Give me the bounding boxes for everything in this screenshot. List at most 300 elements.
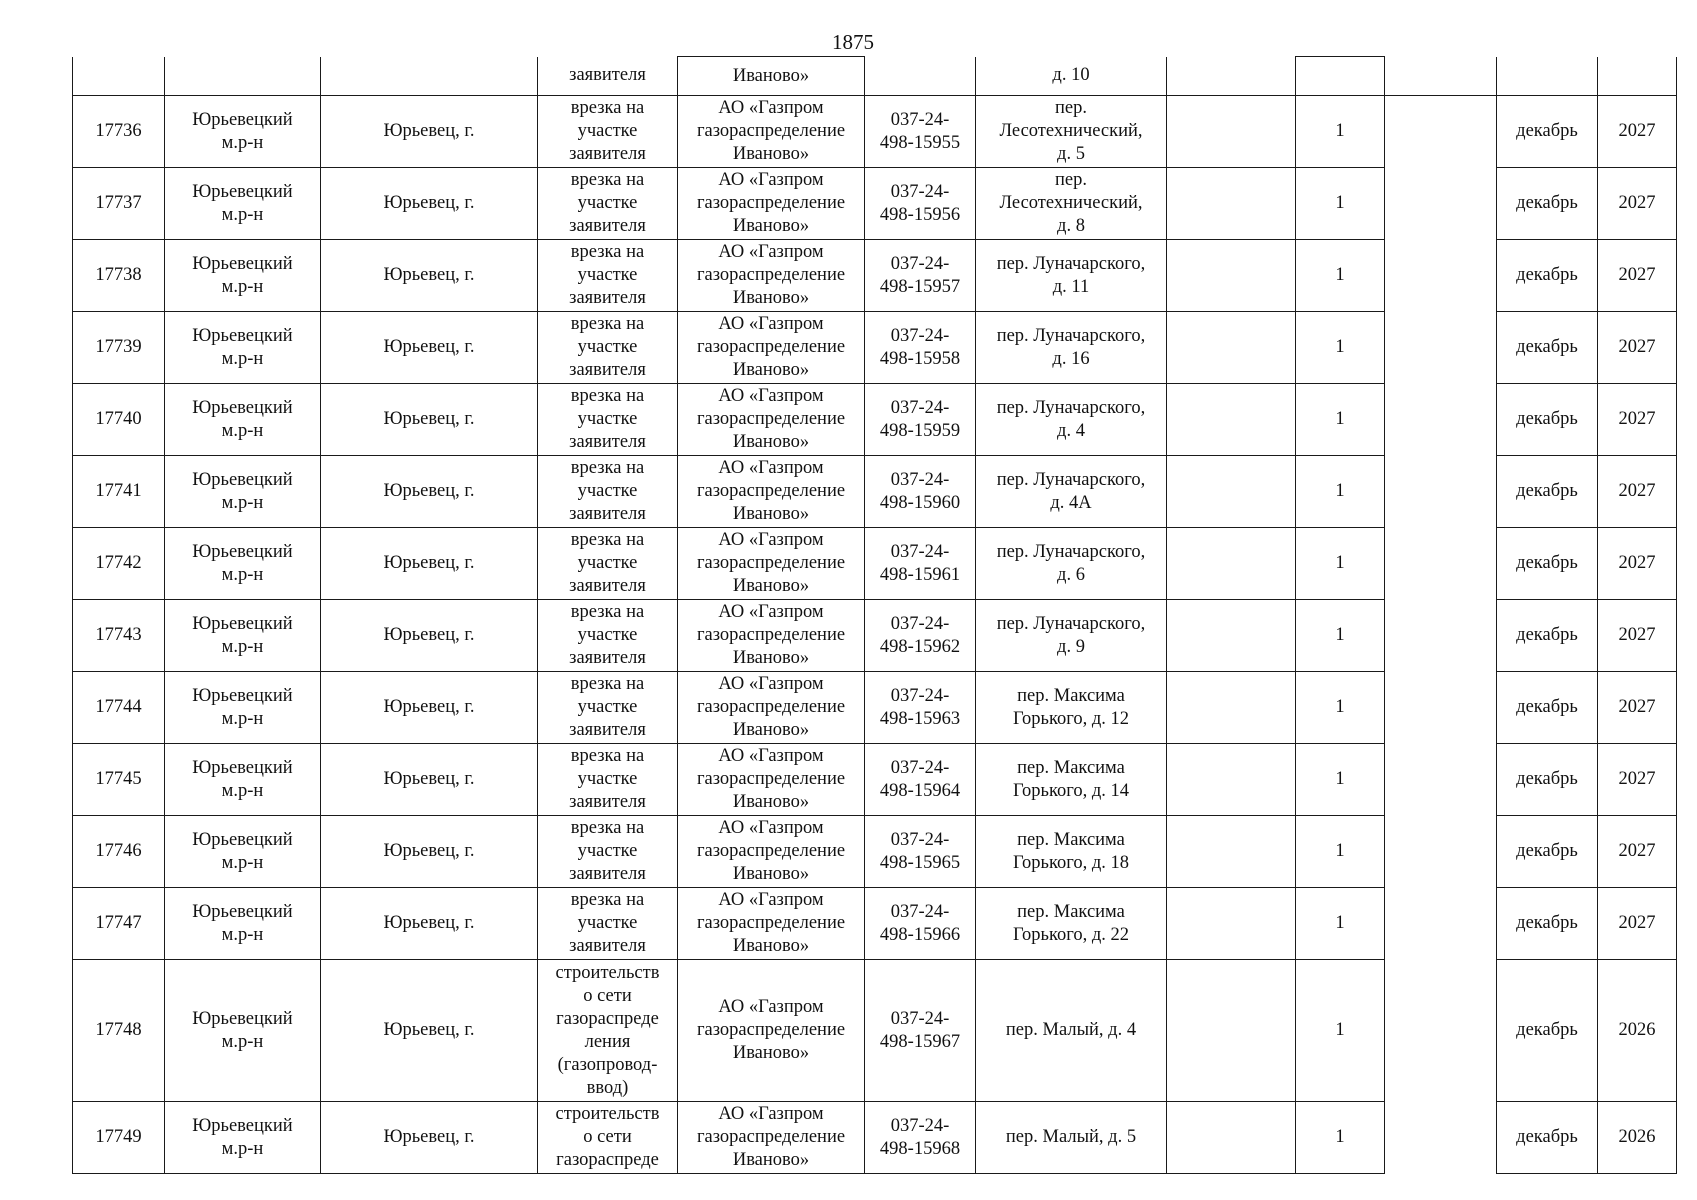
- cell-address: [976, 816, 1167, 888]
- table-row: [73, 240, 1677, 312]
- table-row: [73, 384, 1677, 456]
- cell-extra: [1167, 672, 1296, 744]
- cell-number: 17738: [73, 240, 165, 312]
- cell-extra: [1167, 960, 1296, 1102]
- cell-line: АО «Газпром: [718, 242, 824, 262]
- cell-extra-2: [1385, 672, 1497, 744]
- cell-address: [976, 1102, 1167, 1174]
- cell-line: пер. Луначарского,: [996, 253, 1146, 274]
- cell-work-type: [538, 816, 678, 888]
- cell-work-type: [538, 240, 678, 312]
- cell-line: участке: [577, 769, 638, 789]
- cell-line: врезка на: [570, 602, 645, 622]
- cell-line: м.р-н: [221, 132, 264, 153]
- cell-line: м.р-н: [221, 420, 264, 441]
- cell-line: врезка на: [570, 890, 645, 910]
- cell-line: Иваново»: [732, 1043, 810, 1063]
- cell-city: Юрьевец, г.: [321, 312, 538, 384]
- cell-line: 498-15956: [879, 204, 961, 225]
- cell-month: декабрь: [1497, 600, 1598, 672]
- cell-work-type: [538, 96, 678, 168]
- cell-line: м.р-н: [221, 1031, 264, 1052]
- cell-line: АО «Газпром: [718, 997, 824, 1017]
- cell-number: 17740: [73, 384, 165, 456]
- cell-line: Горького, д. 18: [1012, 852, 1130, 873]
- cell-year: 2027: [1598, 816, 1677, 888]
- cell-line: Иваново»: [732, 144, 810, 164]
- cell-line: Иваново»: [732, 1150, 810, 1170]
- cell-line: 037-24-: [890, 397, 950, 418]
- cell-line: газораспределение: [696, 193, 846, 213]
- cell-line: заявителя: [569, 720, 646, 740]
- cell-line: участке: [577, 337, 638, 357]
- table-row: [73, 672, 1677, 744]
- cell-line: строительств: [555, 962, 660, 983]
- cell-line: 498-15958: [879, 348, 961, 369]
- cell-district: [165, 960, 321, 1102]
- cell-district: [165, 57, 321, 96]
- cell-line: заявителя: [569, 864, 646, 884]
- cell-organization: [678, 600, 865, 672]
- cell-year: 2027: [1598, 240, 1677, 312]
- cell-quantity: 1: [1296, 672, 1385, 744]
- cell-line: АО «Газпром: [718, 890, 824, 910]
- cell-district: [165, 240, 321, 312]
- cell-address: [976, 168, 1167, 240]
- cell-month: декабрь: [1497, 888, 1598, 960]
- cell-organization: [678, 1102, 865, 1174]
- cell-year: 2026: [1598, 960, 1677, 1102]
- cell-work-type: [538, 744, 678, 816]
- cell-line: Юрьевецкий: [192, 757, 293, 778]
- cell-line: Иваново»: [732, 648, 810, 668]
- cell-line: м.р-н: [221, 348, 264, 369]
- cell-line: Юрьевецкий: [192, 109, 293, 130]
- cell-line: м.р-н: [221, 708, 264, 729]
- cell-line: 498-15959: [879, 420, 961, 441]
- cell-line: 498-15964: [879, 780, 961, 801]
- cell-line: врезка на: [570, 818, 645, 838]
- cell-city: Юрьевец, г.: [321, 816, 538, 888]
- cell-year: 2027: [1598, 888, 1677, 960]
- cell-city: Юрьевец, г.: [321, 96, 538, 168]
- cell-city: Юрьевец, г.: [321, 888, 538, 960]
- cell-line: Иваново»: [732, 576, 810, 596]
- cell-work-type: [538, 384, 678, 456]
- cell-line: 498-15968: [879, 1138, 961, 1159]
- cell-address: [976, 960, 1167, 1102]
- cell-line: пер.: [1055, 98, 1087, 118]
- cell-line: пер.: [1055, 170, 1087, 190]
- cell-line: АО «Газпром: [718, 818, 824, 838]
- cell-line: заявителя: [569, 216, 646, 236]
- cell-line: участке: [577, 553, 638, 573]
- table-row: [73, 96, 1677, 168]
- cell-line: АО «Газпром: [718, 314, 824, 334]
- cell-extra-2: [1385, 1102, 1497, 1174]
- cell-line: 037-24-: [890, 469, 950, 490]
- cell-address: [976, 672, 1167, 744]
- cell-address: [976, 312, 1167, 384]
- cell-line: Иваново»: [732, 936, 810, 956]
- cell-number: 17739: [73, 312, 165, 384]
- cell-code: [865, 528, 976, 600]
- cell-line: м.р-н: [221, 852, 264, 873]
- cell-work-type: заявителя: [538, 57, 678, 96]
- cell-line: Иваново»: [732, 504, 810, 524]
- cell-organization: [678, 96, 865, 168]
- table-row: [73, 528, 1677, 600]
- cell-extra: [1167, 816, 1296, 888]
- cell-number: 17743: [73, 600, 165, 672]
- cell-city: Юрьевец, г.: [321, 600, 538, 672]
- cell-year: 2027: [1598, 384, 1677, 456]
- cell-organization: [678, 672, 865, 744]
- cell-year: 2027: [1598, 744, 1677, 816]
- cell-line: заявителя: [569, 936, 646, 956]
- cell-extra: [1167, 384, 1296, 456]
- cell-district: [165, 744, 321, 816]
- cell-line: газораспределение: [696, 553, 846, 573]
- cell-line: Лесотехнический,: [999, 193, 1143, 213]
- table-row: [73, 888, 1677, 960]
- cell-year: 2027: [1598, 672, 1677, 744]
- cell-month: декабрь: [1497, 1102, 1598, 1174]
- cell-organization: [678, 888, 865, 960]
- cell-month: декабрь: [1497, 672, 1598, 744]
- cell-line: Юрьевецкий: [192, 613, 293, 634]
- cell-line: Юрьевецкий: [192, 397, 293, 418]
- cell-year: 2027: [1598, 600, 1677, 672]
- table-row: [73, 1102, 1677, 1174]
- cell-number: 17742: [73, 528, 165, 600]
- cell-extra: [1167, 96, 1296, 168]
- cell-line: 037-24-: [890, 253, 950, 274]
- cell-line: заявителя: [569, 504, 646, 524]
- cell-line: газораспреде: [556, 1008, 659, 1029]
- cell-district: [165, 384, 321, 456]
- cell-line: Юрьевецкий: [192, 469, 293, 490]
- cell-line: Юрьевецкий: [192, 1008, 293, 1029]
- cell-quantity: 1: [1296, 960, 1385, 1102]
- cell-number: 17745: [73, 744, 165, 816]
- cell-extra: [1167, 240, 1296, 312]
- cell-line: Иваново»: [732, 216, 810, 236]
- cell-code: [865, 960, 976, 1102]
- cell-extra: [1167, 312, 1296, 384]
- cell-organization: [678, 312, 865, 384]
- cell-city: Юрьевец, г.: [321, 1102, 538, 1174]
- cell-line: АО «Газпром: [718, 170, 824, 190]
- cell-district: [165, 168, 321, 240]
- cell-organization: [678, 168, 865, 240]
- cell-line: врезка на: [570, 674, 645, 694]
- cell-line: Юрьевецкий: [192, 541, 293, 562]
- cell-work-type: [538, 168, 678, 240]
- cell-line: 037-24-: [890, 181, 950, 202]
- cell-month: декабрь: [1497, 960, 1598, 1102]
- table-row: [73, 456, 1677, 528]
- cell-month: декабрь: [1497, 96, 1598, 168]
- cell-line: Иваново»: [732, 864, 810, 884]
- cell-line: м.р-н: [221, 564, 264, 585]
- cell-line: 037-24-: [890, 541, 950, 562]
- cell-district: [165, 1102, 321, 1174]
- cell-line: АО «Газпром: [718, 386, 824, 406]
- cell-line: Горького, д. 12: [1012, 708, 1130, 729]
- cell-district: [165, 672, 321, 744]
- cell-line: 037-24-: [890, 613, 950, 634]
- cell-line: пер. Максима: [1017, 829, 1125, 850]
- cell-line: ввод): [586, 1077, 629, 1098]
- cell-organization: [678, 384, 865, 456]
- cell-work-type: [538, 312, 678, 384]
- cell-line: 498-15960: [879, 492, 961, 513]
- cell-line: д. 6: [1057, 564, 1085, 585]
- cell-organization: [678, 744, 865, 816]
- cell-line: врезка на: [570, 530, 645, 550]
- cell-work-type: [538, 888, 678, 960]
- cell-line: пер. Малый, д. 4: [1005, 1020, 1137, 1040]
- cell-extra-2: [1385, 816, 1497, 888]
- cell-code: [865, 1102, 976, 1174]
- cell-work-type: [538, 1102, 678, 1174]
- cell-line: 498-15962: [879, 636, 961, 657]
- cell-city: Юрьевец, г.: [321, 528, 538, 600]
- cell-city: Юрьевец, г.: [321, 240, 538, 312]
- cell-line: д. 11: [1052, 276, 1090, 297]
- cell-line: газораспределение: [696, 697, 846, 717]
- cell-line: д. 4: [1057, 420, 1085, 441]
- cell-extra-2: [1385, 744, 1497, 816]
- cell-line: д. 16: [1052, 348, 1090, 369]
- cell-work-type: [538, 960, 678, 1102]
- cell-line: АО «Газпром: [718, 1104, 824, 1124]
- cell-line: 498-15961: [879, 564, 961, 585]
- cell-quantity: 1: [1296, 528, 1385, 600]
- cell-quantity: 1: [1296, 384, 1385, 456]
- cell-line: газораспределение: [696, 625, 846, 645]
- cell-quantity: 1: [1296, 312, 1385, 384]
- cell-line: Иваново»: [732, 288, 810, 308]
- cell-quantity: 1: [1296, 168, 1385, 240]
- cell-line: м.р-н: [221, 924, 264, 945]
- cell-month: декабрь: [1497, 168, 1598, 240]
- cell-line: участке: [577, 265, 638, 285]
- cell-extra: [1167, 528, 1296, 600]
- cell-district: [165, 600, 321, 672]
- cell-city: Юрьевец, г.: [321, 168, 538, 240]
- cell-line: 498-15967: [879, 1031, 961, 1052]
- cell-year: [1598, 57, 1677, 96]
- cell-line: врезка на: [570, 386, 645, 406]
- cell-extra: [1167, 888, 1296, 960]
- cell-line: о сети: [583, 985, 632, 1006]
- cell-line: м.р-н: [221, 1138, 264, 1159]
- cell-line: газораспределение: [696, 337, 846, 357]
- cell-line: врезка на: [570, 458, 645, 478]
- cell-quantity: 1: [1296, 600, 1385, 672]
- cell-line: пер. Максима: [1017, 901, 1125, 922]
- cell-line: 037-24-: [890, 901, 950, 922]
- cell-line: участке: [577, 121, 638, 141]
- cell-address: [976, 744, 1167, 816]
- cell-year: 2027: [1598, 456, 1677, 528]
- cell-code: [865, 384, 976, 456]
- cell-line: Иваново»: [732, 432, 810, 452]
- cell-year: 2027: [1598, 312, 1677, 384]
- cell-organization: [678, 960, 865, 1102]
- cell-code: [865, 57, 976, 96]
- cell-extra-2: [1385, 240, 1497, 312]
- cell-quantity: 1: [1296, 456, 1385, 528]
- cell-line: АО «Газпром: [718, 458, 824, 478]
- cell-district: [165, 816, 321, 888]
- cell-year: 2026: [1598, 1102, 1677, 1174]
- cell-extra-2: [1385, 960, 1497, 1102]
- cell-line: м.р-н: [221, 204, 264, 225]
- cell-organization: [678, 240, 865, 312]
- cell-code: [865, 240, 976, 312]
- cell-line: заявителя: [569, 432, 646, 452]
- cell-line: Лесотехнический,: [999, 121, 1143, 141]
- cell-line: газораспределение: [696, 769, 846, 789]
- cell-line: пер. Малый, д. 5: [1005, 1127, 1137, 1147]
- cell-organization: [678, 528, 865, 600]
- cell-line: 037-24-: [890, 829, 950, 850]
- cell-quantity: [1296, 57, 1385, 96]
- cell-line: 498-15965: [879, 852, 961, 873]
- cell-line: газораспределение: [696, 841, 846, 861]
- cell-line: 037-24-: [890, 685, 950, 706]
- cell-number: 17741: [73, 456, 165, 528]
- cell-line: врезка на: [570, 242, 645, 262]
- cell-month: декабрь: [1497, 456, 1598, 528]
- cell-work-type: [538, 528, 678, 600]
- cell-extra: [1167, 744, 1296, 816]
- cell-line: пер. Луначарского,: [996, 613, 1146, 634]
- cell-line: д. 9: [1057, 636, 1085, 657]
- cell-line: 037-24-: [890, 757, 950, 778]
- cell-extra-2: [1385, 384, 1497, 456]
- cell-line: д. 5: [1057, 144, 1085, 164]
- cell-city: [321, 57, 538, 96]
- cell-address: [976, 384, 1167, 456]
- cell-line: врезка на: [570, 98, 645, 118]
- cell-line: 037-24-: [890, 109, 950, 130]
- cell-district: [165, 456, 321, 528]
- cell-code: [865, 672, 976, 744]
- cell-year: 2027: [1598, 96, 1677, 168]
- cell-line: врезка на: [570, 746, 645, 766]
- cell-quantity: 1: [1296, 744, 1385, 816]
- cell-extra: [1167, 600, 1296, 672]
- cell-number: 17747: [73, 888, 165, 960]
- cell-line: Юрьевецкий: [192, 829, 293, 850]
- cell-line: АО «Газпром: [718, 602, 824, 622]
- cell-district: [165, 888, 321, 960]
- cell-extra: [1167, 57, 1296, 96]
- cell-line: АО «Газпром: [718, 674, 824, 694]
- cell-extra: [1167, 168, 1296, 240]
- cell-month: декабрь: [1497, 312, 1598, 384]
- cell-city: Юрьевец, г.: [321, 384, 538, 456]
- cell-line: участке: [577, 841, 638, 861]
- cell-quantity: 1: [1296, 96, 1385, 168]
- cell-number: 17749: [73, 1102, 165, 1174]
- table-row: [73, 312, 1677, 384]
- cell-line: (газопровод-: [557, 1054, 658, 1075]
- cell-line: Юрьевецкий: [192, 181, 293, 202]
- cell-line: заявителя: [569, 792, 646, 812]
- cell-line: пер. Луначарского,: [996, 325, 1146, 346]
- cell-line: 037-24-: [890, 1115, 950, 1136]
- table-row: [73, 960, 1677, 1102]
- cell-extra-2: [1385, 600, 1497, 672]
- cell-line: заявителя: [569, 648, 646, 668]
- cell-number: 17737: [73, 168, 165, 240]
- cell-line: пер. Максима: [1017, 757, 1125, 778]
- cell-city: Юрьевец, г.: [321, 744, 538, 816]
- cell-district: [165, 528, 321, 600]
- cell-code: [865, 312, 976, 384]
- cell-line: врезка на: [570, 314, 645, 334]
- cell-code: [865, 744, 976, 816]
- cell-line: о сети: [583, 1127, 632, 1147]
- cell-line: м.р-н: [221, 636, 264, 657]
- cell-line: д. 8: [1057, 216, 1085, 236]
- cell-line: ления: [584, 1031, 631, 1052]
- cell-line: Юрьевецкий: [192, 685, 293, 706]
- cell-extra-2: [1385, 168, 1497, 240]
- cell-month: декабрь: [1497, 528, 1598, 600]
- cell-code: [865, 816, 976, 888]
- cell-district: [165, 96, 321, 168]
- cell-year: 2027: [1598, 168, 1677, 240]
- cell-line: строительств: [555, 1104, 660, 1124]
- table-row: [73, 744, 1677, 816]
- cell-line: газораспределение: [696, 121, 846, 141]
- cell-work-type: [538, 672, 678, 744]
- cell-address: [976, 888, 1167, 960]
- cell-extra-2: [1385, 312, 1497, 384]
- cell-organization: Иваново»: [678, 57, 865, 96]
- cell-work-type: [538, 600, 678, 672]
- cell-quantity: 1: [1296, 1102, 1385, 1174]
- cell-line: 037-24-: [890, 325, 950, 346]
- cell-address: д. 10: [976, 57, 1167, 96]
- cell-address: [976, 456, 1167, 528]
- cell-quantity: 1: [1296, 240, 1385, 312]
- cell-extra-2: [1385, 96, 1497, 168]
- cell-line: АО «Газпром: [718, 746, 824, 766]
- cell-number: 17748: [73, 960, 165, 1102]
- cell-organization: [678, 816, 865, 888]
- cell-extra: [1167, 456, 1296, 528]
- cell-line: газораспределение: [696, 1127, 846, 1147]
- cell-code: [865, 168, 976, 240]
- cell-address: [976, 528, 1167, 600]
- cell-line: пер. Луначарского,: [996, 469, 1146, 490]
- cell-line: 498-15966: [879, 924, 961, 945]
- cell-line: участке: [577, 481, 638, 501]
- cell-line: пер. Луначарского,: [996, 541, 1146, 562]
- table-row: [73, 168, 1677, 240]
- cell-line: заявителя: [569, 576, 646, 596]
- cell-number: 17746: [73, 816, 165, 888]
- cell-line: м.р-н: [221, 780, 264, 801]
- cell-line: Юрьевецкий: [192, 901, 293, 922]
